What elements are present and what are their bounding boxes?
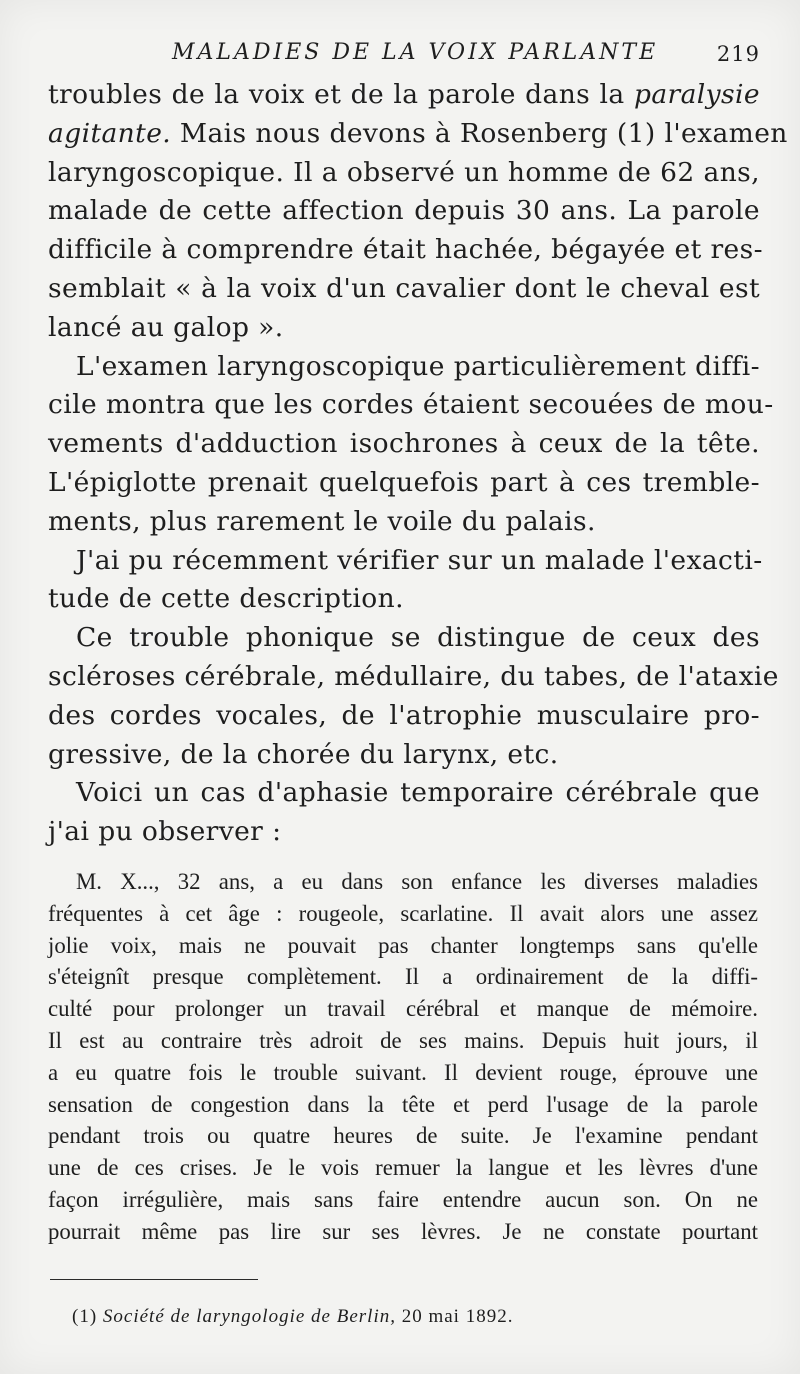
- case-report-text: [48, 866, 758, 1248]
- running-title: MALADIES DE LA VOIX PARLANTE: [172, 40, 659, 65]
- main-text-line: [48, 231, 763, 270]
- main-text-line: [48, 619, 760, 658]
- case-text-line: une de ces crises. Je le vois remuer la langue et les lèvres d'une: [48, 1155, 758, 1181]
- line-text: difficile à comprendre était hachée, bégayée et res-: [48, 234, 763, 266]
- main-text-line: [48, 697, 760, 736]
- line-text: laryngoscopique. Il a observé un homme de 62 ans,: [48, 156, 760, 188]
- footnote-date: 20 mai 1892.: [401, 1306, 514, 1327]
- line-text: L'épiglotte prenait quelquefois part à ces tremble-: [48, 466, 760, 498]
- main-text-line: [48, 425, 760, 464]
- main-text-line: [48, 736, 760, 775]
- footnote-divider: [50, 1279, 258, 1280]
- main-text-line: [48, 192, 760, 231]
- line-text: vements d'adduction isochrones à ceux de la tête.: [48, 428, 760, 460]
- main-text-line: [48, 115, 788, 154]
- line-text: ments, plus rarement le voile du palais.: [48, 505, 596, 537]
- case-text-line: M. X..., 32 ans, a eu dans son enfance les diverses maladies: [76, 869, 758, 894]
- line-text: semblait « à la voix d'un cavalier dont le cheval est: [48, 272, 760, 304]
- line-text: scléroses cérébrale, médullaire, du tabes, de l'ataxie: [48, 660, 779, 692]
- line-text: troubles de la voix et de la parole dans la: [48, 79, 634, 110]
- case-text-line: pourrait même pas lire sur ses lèvres. Je ne constate pourtant: [48, 1218, 758, 1244]
- page-number: 219: [716, 42, 760, 66]
- main-text-line: [48, 348, 760, 387]
- case-text-line: a eu quatre fois le trouble suivant. Il devient rouge, éprouve une: [48, 1059, 758, 1085]
- line-text: j'ai pu observer :: [48, 816, 282, 848]
- main-text-line: [48, 309, 760, 348]
- footnote-journal: Société de laryngologie de Berlin,: [102, 1306, 396, 1327]
- line-text: gressive, de la chorée du larynx, etc.: [48, 738, 559, 770]
- main-text-line: [48, 813, 760, 852]
- line-text: Mais nous devons à Rosenberg (1) l'examen: [171, 117, 788, 149]
- case-text-line: culté pour prolonger un travail cérébral et manque de mémoire.: [48, 996, 758, 1022]
- main-text-line: [48, 542, 763, 581]
- main-text-line: [48, 580, 760, 619]
- line-text: J'ai pu récemment vérifier sur un malade l'exacti-: [76, 544, 763, 576]
- main-text-line: [48, 270, 760, 309]
- line-text: L'examen laryngoscopique particulièrement diffi-: [76, 350, 760, 382]
- italic-term: paralysie: [633, 79, 760, 110]
- main-text-line: [48, 76, 760, 115]
- italic-term: agitante.: [48, 117, 172, 149]
- case-text-line: façon irrégulière, mais sans faire entendre aucun son. On ne: [48, 1186, 758, 1212]
- line-text: lancé au galop ».: [48, 311, 284, 343]
- main-text-line: [48, 464, 760, 503]
- line-text: tude de cette description.: [48, 583, 404, 615]
- main-text-line: [48, 154, 760, 193]
- line-text: des cordes vocales, de l'atrophie musculaire pro-: [48, 699, 760, 731]
- main-text-line: [48, 386, 774, 425]
- case-text-line: sensation de congestion dans la tête et perd l'usage de la parole: [48, 1091, 758, 1117]
- footnote-marker: (1): [72, 1306, 98, 1327]
- case-text-line: Il est au contraire très adroit de ses mains. Depuis huit jours, il: [48, 1027, 758, 1053]
- main-text-line: [48, 503, 760, 542]
- case-text-line: s'éteignît presque complètement. Il a ordinairement de la diffi-: [48, 964, 758, 990]
- running-header: [48, 40, 760, 70]
- line-text: malade de cette affection depuis 30 ans. La parole: [48, 195, 760, 227]
- line-text: cile montra que les cordes étaient secouées de mou-: [48, 389, 774, 421]
- case-text-line: jolie voix, mais ne pouvait pas chanter longtemps sans qu'elle: [48, 932, 758, 958]
- main-text-line: [48, 658, 779, 697]
- case-text-line: fréquentes à cet âge : rougeole, scarlatine. Il avait alors une assez: [48, 900, 758, 926]
- line-text: Voici un cas d'aphasie temporaire cérébrale que: [76, 777, 760, 809]
- main-body-text: [48, 76, 788, 852]
- case-text-line: pendant trois ou quatre heures de suite. Je l'examine pendant: [48, 1123, 758, 1149]
- line-text: Ce trouble phonique se distingue de ceux des: [76, 622, 760, 654]
- footnote: [72, 1306, 513, 1328]
- main-text-line: [48, 774, 760, 813]
